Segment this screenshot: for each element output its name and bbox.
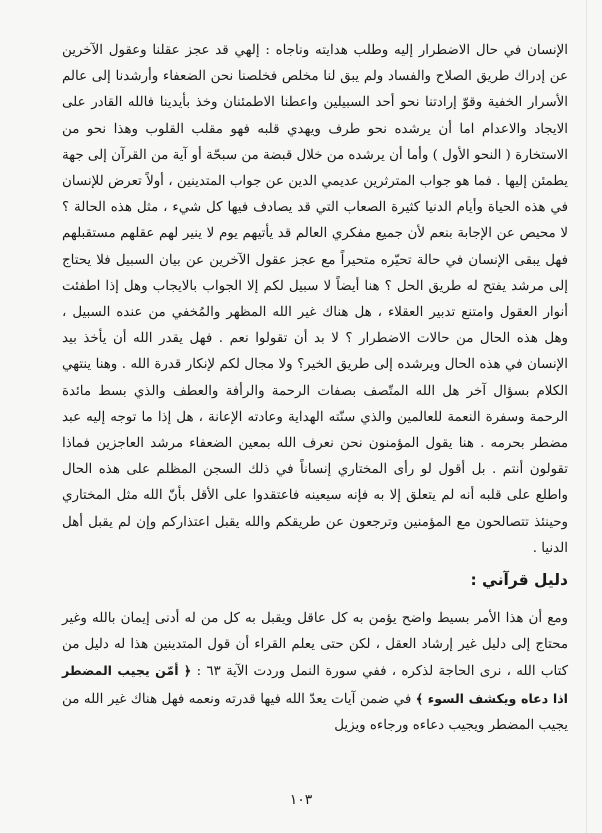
page-number: ١٠٣ [289, 792, 313, 808]
page-edge-line [586, 0, 587, 833]
paragraph-quran-intro: ومع أن هذا الأمر بسيط واضح يؤمن به كل عاقل ويقبل به كل من له أدنى إيمان بالله وغير محتاج إلى دليل غير إرشاد العقل ، لكن حتى يعلم القراء أن قول المتدينين هذا له دليل من كتاب الله ، نرى الحاجة لذكره ، ففي سورة النمل وردت الآية ٦٣ : [62, 611, 568, 680]
section-heading: دليل قرآني : [470, 571, 568, 590]
paragraph-quran-evidence [62, 606, 568, 739]
paragraph-main: الإنسان في حال الاضطرار إليه وطلب هدايته وناجاه : إلهي قد عجز عقلنا وعقول الآخرين عن إدراك طريق الصلاح والفساد ولم يبق لنا مخلص فخلصنا نحن الضعفاء وأرشدنا إلى عالم الأسرار الخفية وقوّ إرادتنا نحو أحد السبيلين واعطنا الاطمئنان وخذ بأيدينا فالله القادر على الايجاد والاعدام اما أن يرشده نحو طرف ويهدي قلبه فهو مقلب القلوب وهذا نحو من الاستخارة ( النحو الأول ) وأما أن يرشده من خلال قبضة من سبحّة أو آية من القرآن إلى جهة يطمئن إليها . فما هو جواب المترثرين عديمي الدين عن جواب المتدينين ، أولاً تعرض للإنسان في هذه الحياة وأيام الدنيا كثيرة الصعاب التي قد يصادف فيها كل شيء ، مثل هذه الحالة ؟ لا محيص عن الإجابة بنعم لأن جميع مفكري العالم قد يأتيهم يوم لا ينير لهم عقلهم مستقبلهم فهل يبقى الإنسان في حالة تحيّره متحيراً مع عجز عقول الآخرين عن بيان السبيل فلا يحتاج إلى مرشد يفتح له طريق الحل ؟ هنا أيضاً لا سبيل لكم إلا الجواب بالايجاب وهل إذا اطفئت أنوار العقول وامتنع تدبير العقلاء ، هل هناك غير الله المظهر والمُخفي من عنده السبيل ، وهل هذه الحال من حالات الاضطرار ؟ لا بد أن تقولوا نعم . فهل يقدر الله أن يأخذ بيد الإنسان في هذه الحال ويرشده إلى طريق الخير؟ ولا مجال لكم لإنكار قدرة الله . وهنا ينتهي الكلام بسؤال آخر هل الله المتّصف بصفات الرحمة والرأفة والعطف والذي بسط مائدة الرحمة وسفرة النعمة للعالمين والذي سنّته الهداية وعادته الإعانة ، هل إذا ما توجه إليه عبد مضطر بحرمه . هنا يقول المؤمنون نحن نعرف الله بمعين الضعفاء مرشد العاجزين فماذا تقولون أنتم . بل أقول لو رأى المختاري إنساناً في ذلك السجن المظلم على هذه الحال واطلع على قلبه أنه لم يتعلق إلا به فإنه سيعينه فاعتقدوا على الأقل بأنّ الله مثل المختاري وحينئذ تتصالحون مع المؤمنين وترجعون عن طريقكم والله يقبل اعتذاركم وإن لم يقبل أهل الدنيا . [62, 43, 568, 556]
quran-verse-quote: ﴿ أمّن يجيب المضطر اذا دعاه ويكشف السوء ﴾ [62, 663, 568, 706]
body-text [62, 38, 568, 739]
paragraph-quran-continuation: في ضمن آيات يعدّ الله فيها قدرته ونعمه فهل هناك غير الله من يجيب المضطر ويجيب دعاءه ورجاءه ويزيل [62, 691, 568, 733]
